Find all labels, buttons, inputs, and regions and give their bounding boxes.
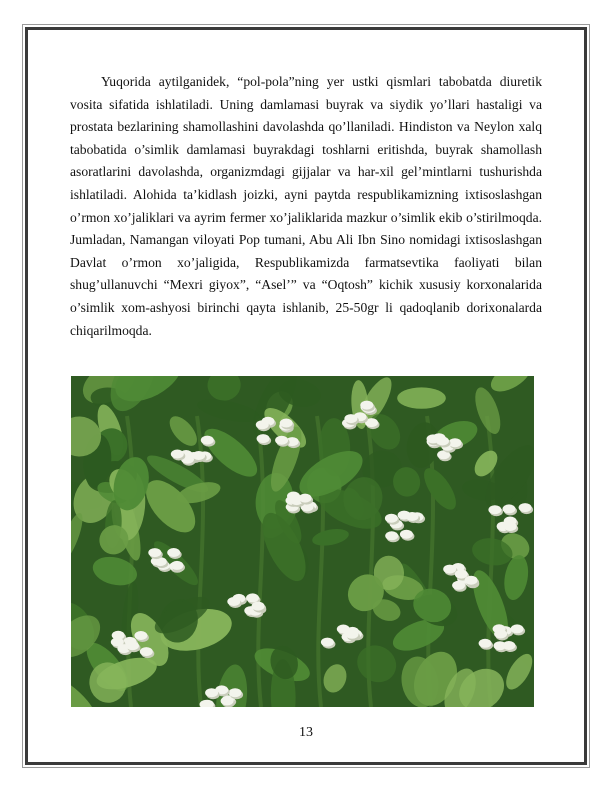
flower [221, 696, 234, 705]
flower [256, 420, 269, 429]
flower [455, 570, 468, 579]
flower [465, 576, 478, 585]
flower [479, 639, 492, 648]
flower [519, 503, 532, 512]
flower [275, 436, 288, 445]
flower [171, 450, 184, 459]
flower [443, 565, 456, 574]
flower [171, 561, 184, 570]
flower [134, 631, 147, 640]
flower [126, 641, 139, 650]
flower [321, 638, 334, 647]
flower [299, 494, 312, 503]
flower [148, 548, 161, 557]
flower [205, 688, 218, 697]
flower [360, 401, 373, 410]
flower [257, 434, 270, 443]
flower [246, 593, 259, 602]
flower [504, 522, 517, 531]
flower [494, 630, 507, 639]
flower [452, 581, 465, 590]
flower [280, 419, 293, 428]
flower [344, 414, 357, 423]
flower [201, 436, 214, 445]
plant-photo [71, 376, 534, 707]
flower [436, 437, 449, 446]
page-number: 13 [299, 725, 313, 740]
flower [192, 451, 205, 460]
body-paragraph: Yuqorida aytilganidek, “pol-pola”ning yer ustki qismlari tabobatda diuretik vosita sifatida ishlatiladi. Uning damlamasi buyrak va siydik yo’llari hastaligi va prostata bezlarining shamollashini davolashda qo’llaniladi. Hindiston va Neylon xalq tabobatida o’simlik damlamasi buyrakdagi toshlarni eritishda, buyrak shamollash asoratlarini davolashda, organizmdagi gijjalar va har-xil gel’mintlarni tushurishda ishlatiladi. Alohida ta’kidlash joizki, ayni paytda respublikamizning ixtisoslashgan o’rmon xo’jaliklari va ayrim fermer xo’jaliklarida mazkur o’simlik ekib o’stirilmoqda. Jumladan, Namangan viloyati Pop tumani, Abu Ali Ibn Sino nomidagi ixtisoslashgan Davlat o’rmon xo’jaligida, Respublikamizda farmatsevtika faoliyati bilan shug’ullanuvchi “Mexri giyox”, “Asel’” va “Oqtosh” kichik xususiy korxonalarida o’simlik xom-ashyosi birinchi qayta ishlanib, 25-50gr li qadoqlanib dorixonalarda chiqarilmoqda. [70, 74, 542, 338]
flower [400, 530, 413, 539]
flower [488, 505, 501, 514]
flower [385, 514, 398, 523]
flower [511, 624, 524, 633]
flower [503, 504, 516, 513]
flower [167, 548, 180, 557]
flower [406, 512, 419, 521]
flower [502, 641, 515, 650]
flower [252, 602, 265, 611]
flower [227, 597, 240, 606]
plant-illustration [71, 376, 534, 707]
flower [140, 647, 153, 656]
flower [346, 630, 359, 639]
leaf [397, 387, 446, 408]
flower [385, 531, 398, 540]
flower [229, 688, 242, 697]
